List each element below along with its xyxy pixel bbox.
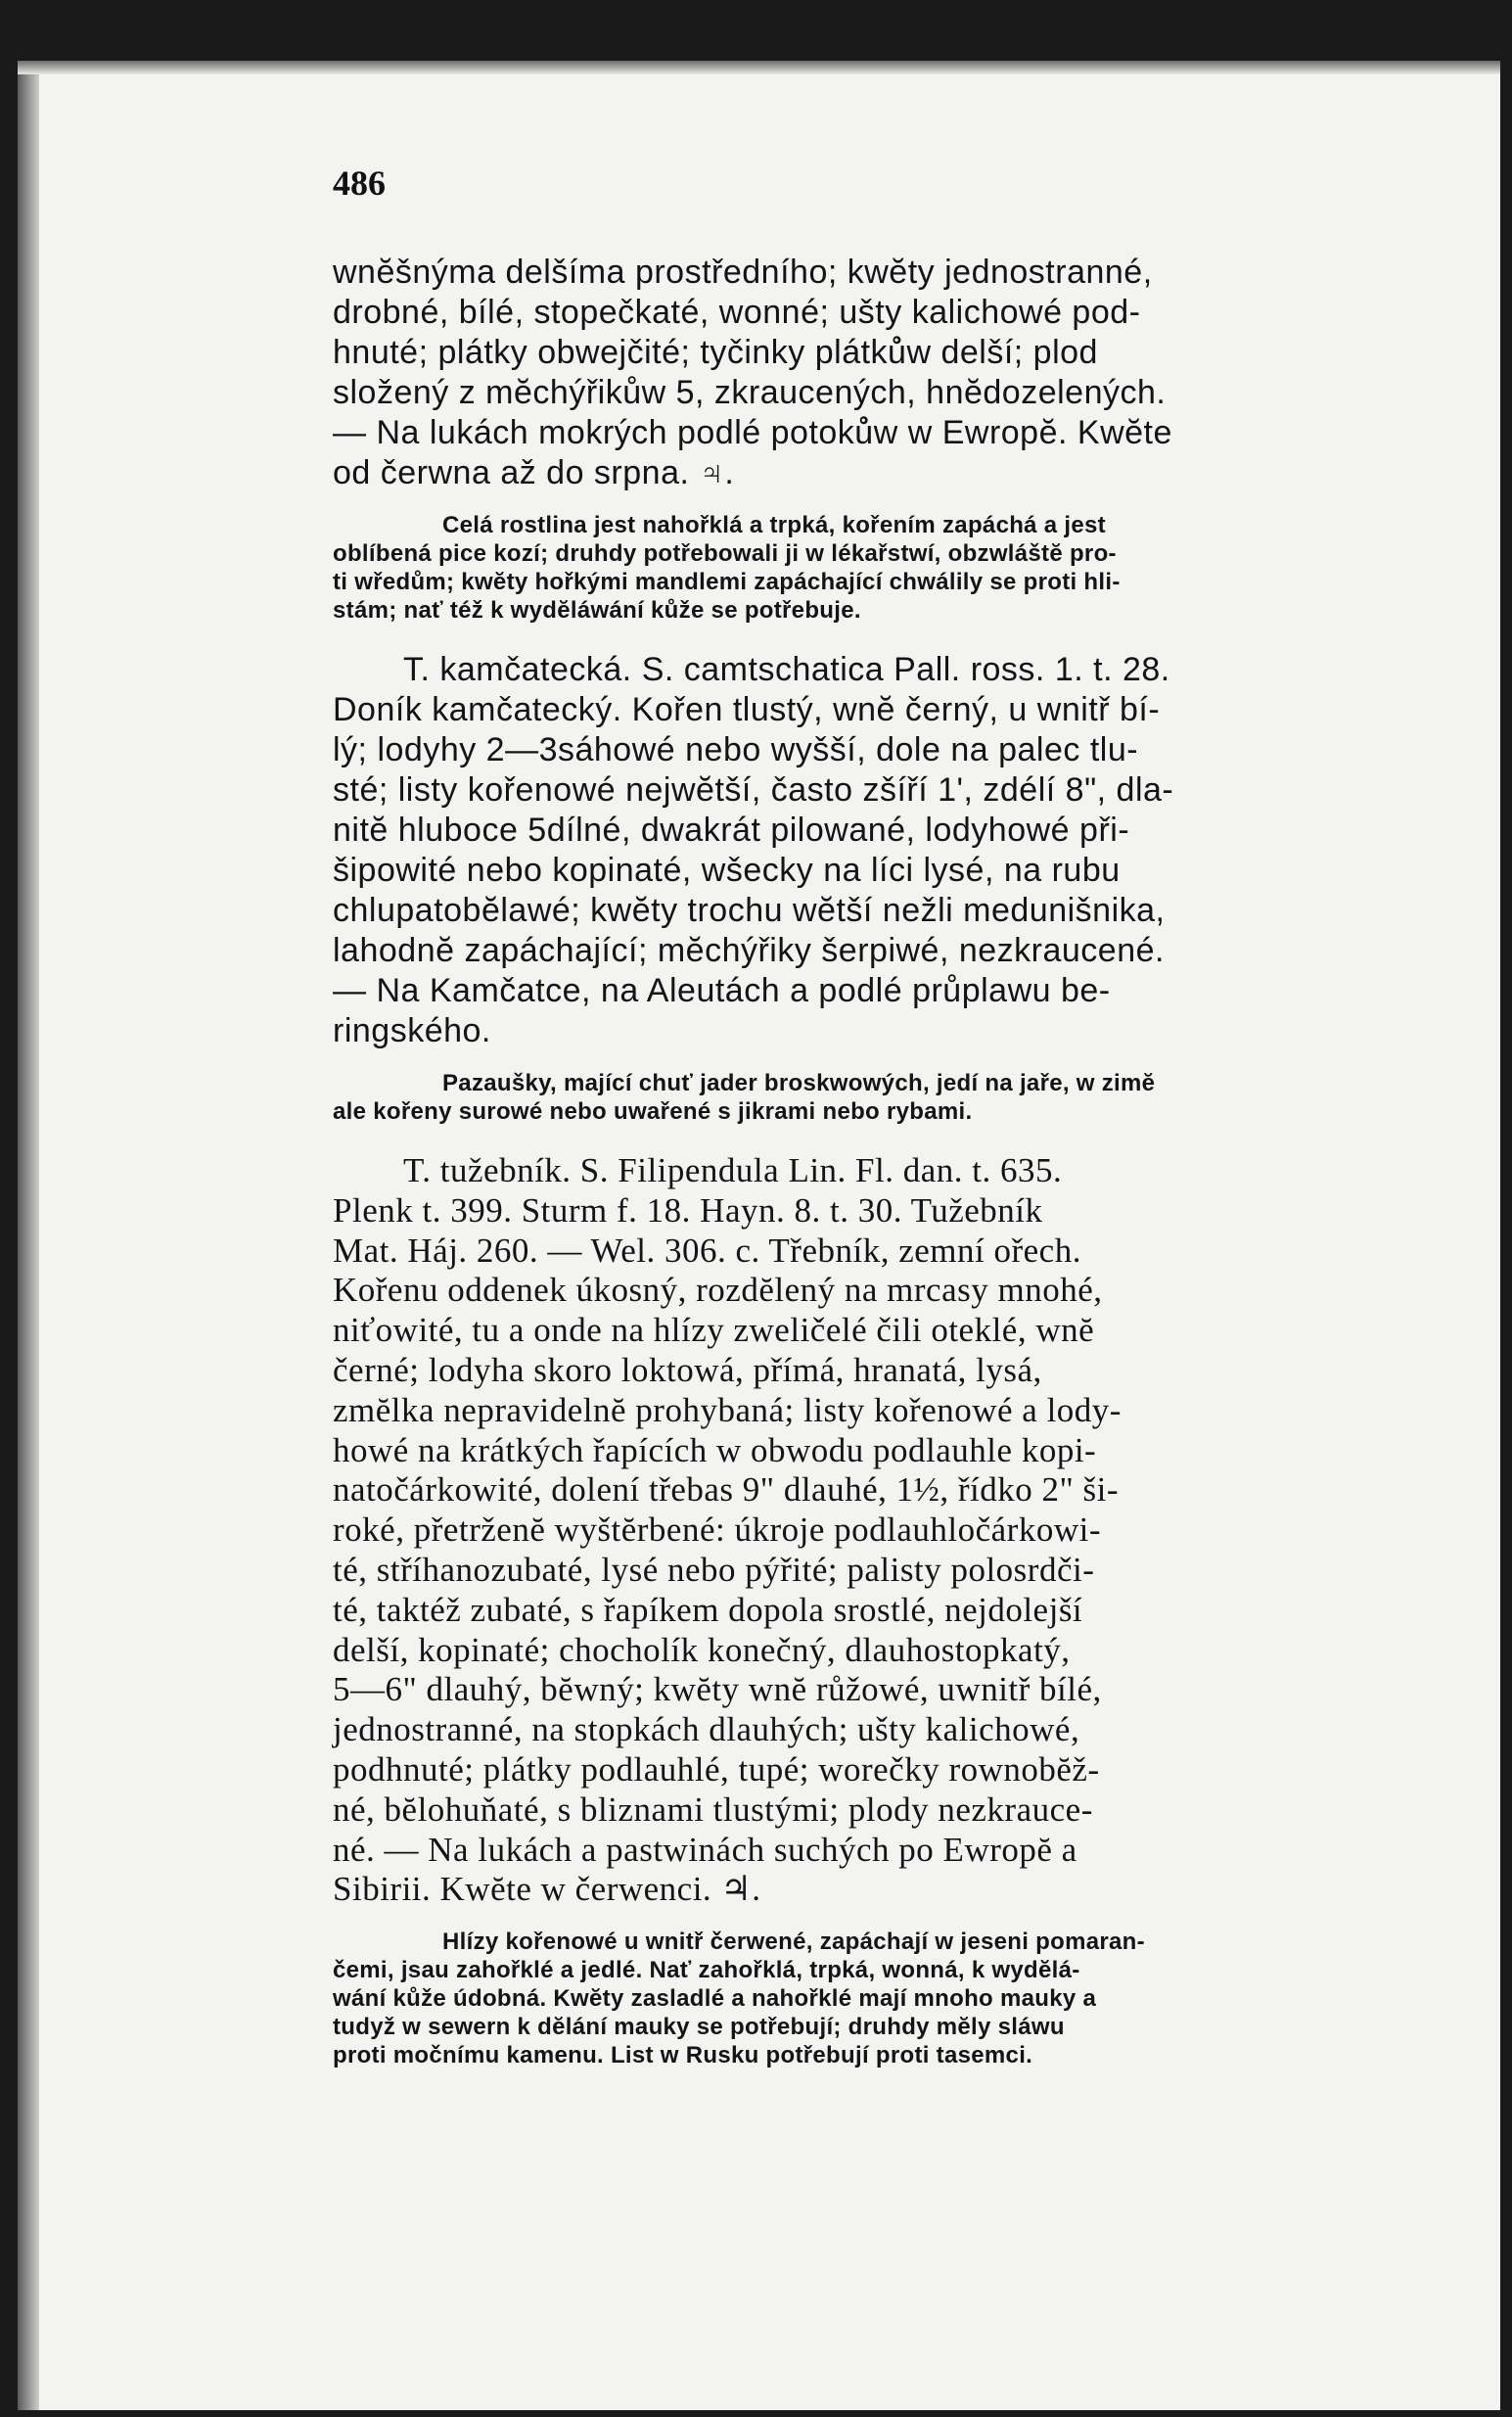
text-line: od čerwna až do srpna. ♃. xyxy=(333,454,735,491)
text-line: — Na lukách mokrých podlé potoků̊w w Ewropĕ. Kwĕte xyxy=(333,414,1172,451)
text-line: šipowité nebo kopinaté, wšecky na líci lysé, na rubu xyxy=(333,852,1121,889)
note-line: proti močnímu kamenu. List w Rusku potřebují proti tasemci. xyxy=(333,2042,1033,2069)
text-line: ringského. xyxy=(333,1012,491,1049)
text-line: natočárkowité, dolení třebas 9" dlauhé, 1½, řídko 2" ši- xyxy=(333,1470,1120,1510)
text-line: zmĕlka nepravidelnĕ prohybaná; listy kořenowé a lody- xyxy=(333,1390,1122,1429)
text-line: 5—6" dlauhý, bĕwný; kwĕty wnĕ růžowé, uwnitř bílé, xyxy=(333,1670,1102,1709)
note-uses-3 xyxy=(333,1928,1386,2069)
text-line: té, taktéž zubaté, s řapíkem dopola srostlé, nejdolejší xyxy=(333,1590,1083,1629)
text-line: černé; lodyha skoro loktowá, přímá, hranatá, lysá, xyxy=(333,1350,1042,1389)
text-line: howé na krátkých řapících w obwodu podlauhle kopi- xyxy=(333,1430,1097,1469)
species-heading: T. kamčatecká. S. camtschatica Pall. ross. 1. t. 28. xyxy=(403,651,1170,688)
text-line: né. — Na lukách a pastwinách suchých po Ewropĕ a xyxy=(333,1830,1077,1869)
species-heading: T. tužebník. S. Filipendula Lin. Fl. dan. t. 635. xyxy=(403,1151,1063,1189)
text-line: né, bĕlohuňaté, s bliznami tlustými; plody nezkrauce- xyxy=(333,1790,1093,1829)
text-line: delší, kopinaté; chocholík konečný, dlauhostopkatý, xyxy=(333,1630,1071,1669)
text-line: sté; listy kořenowé nejwĕtší, často zšíří 1', zdélí 8", dla- xyxy=(333,771,1174,809)
text-line: lahodnĕ zapáchající; mĕchýřiky šerpiwé, nezkraucené. xyxy=(333,932,1165,969)
text-line: drobné, bílé, stopečkaté, wonné; ušty kalichowé pod- xyxy=(333,294,1141,331)
text-line: složený z mĕchýřikůw 5, zkraucených, hnĕdozelených. xyxy=(333,374,1167,411)
text-line: roké, přetrženĕ wyštĕrbené: úkroje podlauhločárkowi- xyxy=(333,1511,1101,1550)
text-line: Kořenu oddenek úkosný, rozdĕlený na mrcasy mnohé, xyxy=(333,1271,1103,1310)
text-line: jednostranné, na stopkách dlauhých; ušty kalichowé, xyxy=(333,1710,1080,1749)
text-line: lý; lodyhy 2—3sáhowé nebo wyšší, dole na palec tlu- xyxy=(333,731,1139,768)
note-line: stám; nať též k wydĕláwání kůže se potřebuje. xyxy=(333,597,861,624)
note-line: čemi, jsau zahořklé a jedlé. Nať zahořklá, trpká, wonná, k wydĕlá- xyxy=(333,1957,1080,1984)
note-uses-1 xyxy=(333,511,1386,625)
note-line: ti wředům; kwĕty hořkými mandlemi zapáchající chwálily se proti hli- xyxy=(333,569,1121,595)
note-line: Hlízy kořenowé u wnitř čerwené, zapáchají w jeseni pomaran- xyxy=(442,1929,1145,1956)
text-line: té, stříhanozubaté, lysé nebo pýřité; palisty polosrdči- xyxy=(333,1550,1095,1589)
text-line: niťowité, tu a onde na hlízy zweličelé čili oteklé, wnĕ xyxy=(333,1311,1095,1350)
text-line: Plenk t. 399. Sturm f. 18. Hayn. 8. t. 30. Tužebník xyxy=(333,1190,1043,1230)
note-line: ale kořeny surowé nebo uwařené s jikrami nebo rybami. xyxy=(333,1098,973,1125)
page-number: 486 xyxy=(333,163,386,203)
note-line: wání kůže údobná. Kwĕty zasladlé a nahořklé mají mnoho mauky a xyxy=(333,1985,1097,2013)
note-uses-2 xyxy=(333,1069,1386,1126)
note-line: Celá rostlina jest nahořklá a trpká, kořením zapáchá a jest xyxy=(442,512,1106,538)
page-edge-shadow xyxy=(18,61,39,2410)
text-line: wnĕšnýma delšíma prostředního; kwĕty jednostranné, xyxy=(333,254,1153,291)
text-line: hnuté; plátky obwejčité; tyčinky plátků̊w delší; plod xyxy=(333,334,1098,371)
text-line: Mat. Háj. 260. — Wel. 306. c. Třebník, zemní ořech. xyxy=(333,1231,1081,1270)
text-line: — Na Kamčatce, na Aleutách a podlé průplawu be- xyxy=(333,972,1111,1009)
text-line: chlupatobĕlawé; kwĕty trochu wĕtší nežli medunišnika, xyxy=(333,892,1166,929)
paragraph-description-continued xyxy=(333,253,1386,493)
text-line: nitĕ hluboce 5dílné, dwakrát pilowané, lodyhowé při- xyxy=(333,812,1130,849)
paragraph-tuzebnik xyxy=(333,1151,1386,1910)
page-content xyxy=(333,253,1386,2069)
text-line: Doník kamčatecký. Kořen tlustý, wnĕ černý, u wnitř bí- xyxy=(333,691,1161,728)
page-top-shadow xyxy=(18,61,1500,74)
text-line: Sibirii. Kwĕte w čerwenci. ♃. xyxy=(333,1870,761,1909)
note-line: Pazaušky, mající chuť jader broskwowých, jedí na jaře, w zimĕ xyxy=(442,1070,1156,1096)
text-line: podhnuté; plátky podlauhlé, tupé; worečky rownobĕž- xyxy=(333,1749,1100,1789)
note-line: oblíbená pice kozí; druhdy potřebowali ji w lékařstwí, obzwláštĕ pro- xyxy=(333,540,1117,567)
paragraph-kamcatecka xyxy=(333,650,1386,1051)
note-line: tudyž w sewern k dĕlání mauky se potřebují; druhdy mĕly sláwu xyxy=(333,2014,1065,2041)
